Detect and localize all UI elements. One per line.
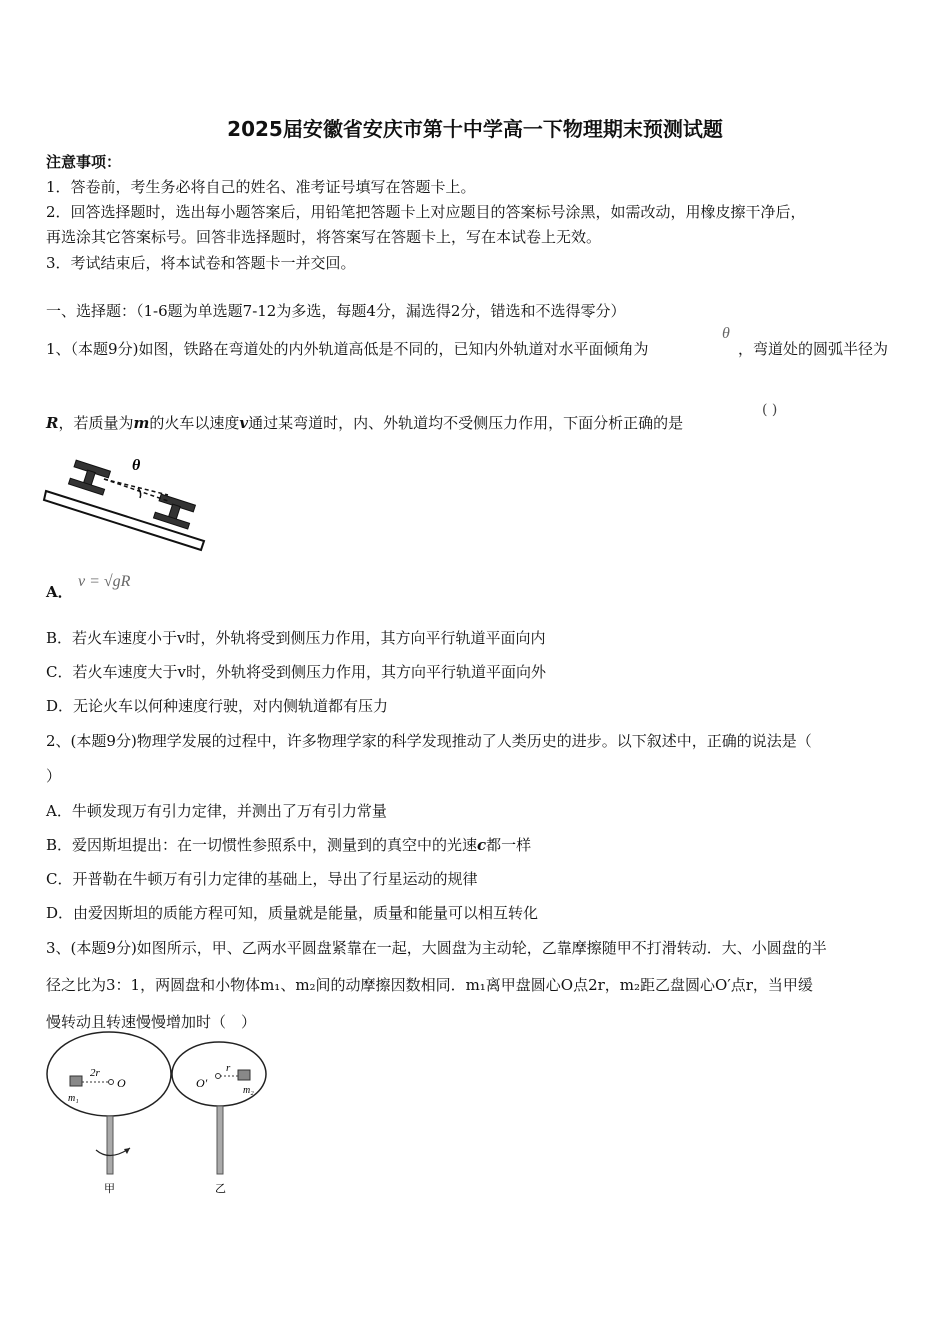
q1-line2-a: ，若质量为 xyxy=(58,414,134,432)
fig-theta-label: θ xyxy=(132,457,141,474)
notice-item-3: 3．考试结束后，将本试卷和答题卡一并交回。 xyxy=(46,254,356,272)
page-title: 2025届安徽省安庆市第十中学高一下物理期末预测试题 xyxy=(227,117,723,141)
q2-optB-a: B．爱因斯坦提出：在一切惯性参照系中，测量到的真空中的光速 xyxy=(46,836,478,854)
q1-line2 xyxy=(46,413,683,433)
notice-heading: 注意事项： xyxy=(46,153,122,171)
q1-optA-label: A． xyxy=(46,583,73,601)
q3-line3: 慢转动且转速慢慢增加时（ ） xyxy=(46,1013,257,1031)
label-jia: 甲 xyxy=(104,1182,115,1195)
disc-jia xyxy=(47,1032,171,1116)
q2-optA: A．牛顿发现万有引力定律，并测出了万有引力常量 xyxy=(46,802,387,820)
angle-arc xyxy=(138,488,141,498)
q2-optB xyxy=(46,835,531,855)
notice-item-2: 2．回答选择题时，选出每小题答案后，用铅笔把答题卡上对应题目的答案标号涂黑，如需改动，用橡皮擦干净后， xyxy=(46,203,806,221)
inner-rail xyxy=(68,460,110,495)
label-2r: 2r xyxy=(90,1067,100,1079)
label-Oprime: O′ xyxy=(196,1076,208,1090)
q1-R: R xyxy=(46,414,59,432)
q2-optB-c: c xyxy=(477,836,487,854)
q2-optB-b: 都一样 xyxy=(486,836,532,854)
q1-bracket: ( ) xyxy=(762,402,778,418)
q2-optC: C．开普勒在牛顿万有引力定律的基础上，导出了行星运动的规律 xyxy=(46,870,478,888)
q1-line2-c: 通过某弯道时，内、外轨道均不受侧压力作用，下面分析正确的是 xyxy=(248,414,684,432)
q1-theta: θ xyxy=(722,325,730,342)
label-yi: 乙 xyxy=(215,1182,226,1195)
block-m1 xyxy=(70,1076,82,1086)
notice-item-1: 1．答卷前，考生务必将自己的姓名、准考证号填写在答题卡上。 xyxy=(46,178,476,196)
outer-rail xyxy=(153,494,195,529)
q2-optD: D．由爱因斯坦的质能方程可知，质量就是能量，质量和能量可以相互转化 xyxy=(46,904,539,922)
shaft-yi xyxy=(217,1106,223,1174)
block-m2 xyxy=(238,1070,250,1080)
shaft-jia xyxy=(107,1116,113,1174)
rail-figure xyxy=(44,455,214,555)
q1-optB: B．若火车速度小于v时，外轨将受到侧压力作用，其方向平行轨道平面向内 xyxy=(46,629,546,647)
notice-item-2-cont: 再选涂其它答案标号。回答非选择题时，将答案写在答题卡上，写在本试卷上无效。 xyxy=(46,228,602,246)
q1-m: m xyxy=(133,414,150,432)
q1-v: v xyxy=(239,414,249,432)
label-r: r xyxy=(226,1062,231,1074)
q1-optC: C．若火车速度大于v时，外轨将受到侧压力作用，其方向平行轨道平面向外 xyxy=(46,663,546,681)
label-O: O xyxy=(117,1076,126,1090)
q1-line2-b: 的火车以速度 xyxy=(149,414,240,432)
q2-line2: ） xyxy=(46,767,62,785)
q1-optA-formula: v = √gR xyxy=(78,573,131,590)
q2-line1: 2、(本题9分)物理学发展的过程中，许多物理学家的科学发现推动了人类历史的进步。以下叙述中，正确的说法是（ xyxy=(46,732,812,750)
center-Oprime xyxy=(216,1074,221,1079)
incline-dashed xyxy=(104,479,168,501)
q3-line1: 3、(本题9分)如图所示，甲、乙两水平圆盘紧靠在一起，大圆盘为主动轮，乙靠摩擦随甲不打滑转动．大、小圆盘的半 xyxy=(46,939,827,957)
q1-line1 xyxy=(46,339,648,359)
q1-line1-b: ，弯道处的圆弧半径为 xyxy=(738,340,889,358)
q1-line1-a: 1、（本题9分)如图，铁路在弯道处的内外轨道高低是不同的，已知内外轨道对水平面倾角为 xyxy=(46,340,649,358)
section-heading: 一、选择题：（1-6题为单选题7-12为多选，每题4分，漏选得2分，错选和不选得零分） xyxy=(46,302,626,320)
q3-line2: 径之比为3：1，两圆盘和小物体m₁、m₂间的动摩擦因数相同．m₁离甲盘圆心O点2r，m₂距乙盘圆心O′点r，当甲缓 xyxy=(46,976,813,994)
label-m1: m₁ xyxy=(68,1093,79,1104)
q1-optD: D．无论火车以何种速度行驶，对内侧轨道都有压力 xyxy=(46,697,389,715)
center-O xyxy=(109,1080,114,1085)
discs-figure xyxy=(46,1030,276,1200)
horizontal-dashed xyxy=(104,479,168,495)
label-m2: m₂ xyxy=(243,1085,254,1096)
